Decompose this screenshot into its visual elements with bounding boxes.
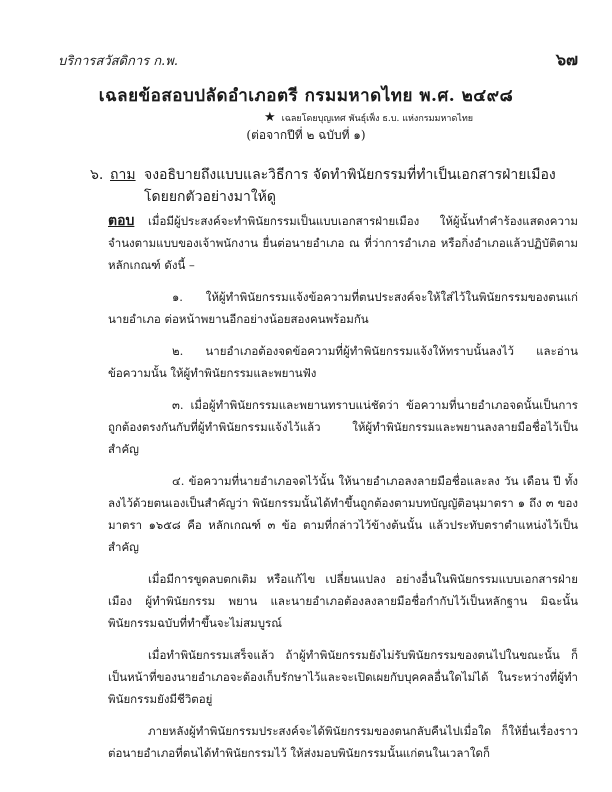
running-header: บริการสวัสดิการ ก.พ. [58, 54, 178, 69]
answer-paragraph-3: ภายหลังผู้ทำพินัยกรรมประสงค์จะได้พินัยกรรมของตนกลับคืนไปเมื่อใด ก็ให้ยื่นเรื่องราวต่อนายอำเภอที่ตนได้ทำพินัยกรรมไว้ ให้ส่งมอบพินัยกรรมนั้นแก่ตนในเวลาใดก็ [108, 724, 578, 760]
answer-label: ตอบ [108, 213, 135, 229]
answer-item-2: ๒. นายอำเภอต้องจดข้อความที่ผู้ทำพินัยกรรมแจ้งให้ทราบนั้นลงไว้ และอ่านข้อความนั้น ให้ผู้ทำพินัยกรรมและพยานฟัง [108, 344, 578, 380]
author-text: เฉลยโดยบุญเทศ พันธุ์เพ็ง ธ.บ. แห่งกรมมหาดไทย [281, 113, 474, 124]
author-line [264, 110, 473, 125]
question-label: ถาม [110, 167, 136, 183]
question-text: จงอธิบายถึงแบบและวิธีการ จัดทำพินัยกรรมที่ทำเป็นเอกสารฝ่ายเมือง โดยยกตัวอย่างมาให้ดู [144, 167, 556, 205]
answer-item-4: ๔. ข้อความที่นายอำเภอจดไว้นั้น ให้นายอำเภอลงลายมือชื่อและลง วัน เดือน ปี ทั้งลงไว้ด้วยตนเองเป็นสำคัญว่า พินัยกรรมนั้นได้ทำขึ้นถูกต้องตามบทบัญญัติอนุมาตรา ๑ ถึง ๓ ของมาตรา ๑๖๕๘ คือ หลักเกณฑ์ ๓ ข้อ ตามที่กล่าวไว้ข้างต้นนั้น แล้วประทับตราตำแหน่งไว้เป็นสำคัญ [108, 474, 578, 554]
answer-paragraph-2: เมื่อทำพินัยกรรมเสร็จแล้ว ถ้าผู้ทำพินัยกรรมยังไม่รับพินัยกรรมของตนไปในขณะนั้น ก็เป็นหน้าที่ของนายอำเภอจะต้องเก็บรักษาไว้และจะเปิดเผยกับบุคคลอื่นใดไม่ได้ ในระหว่างที่ผู้ทำพินัยกรรมยังมีชีวิตอยู่ [108, 648, 578, 706]
answer-body [108, 210, 578, 764]
question-number: ๖. [90, 167, 104, 183]
star-icon: ★ [264, 110, 276, 125]
answer-intro: เมื่อมีผู้ประสงค์จะทำพินัยกรรมเป็นแบบเอกสารฝ่ายเมือง ให้ผู้นั้นทำคำร้องแสดงความจำนงตามแบบของเจ้าพนักงาน ยื่นต่อนายอำเภอ ณ ที่ว่าการอำเภอ หรือกิ่งอำเภอแล้วปฏิบัติตามหลักเกณฑ์ ดังนี้ – [108, 214, 578, 272]
answer-item-1: ๑. ให้ผู้ทำพินัยกรรมแจ้งข้อความที่ตนประสงค์จะให้ใส่ไว้ในพินัยกรรมของตนแก่นายอำเภอ ต่อหน้าพยานอีกอย่างน้อยสองคนพร้อมกัน [108, 290, 578, 326]
page-title: เฉลยข้อสอบปลัดอำเภอตรี กรมมหาดไทย พ.ศ. ๒๔๙๘ [98, 86, 514, 106]
page-number: ๖๗ [555, 50, 578, 69]
continued-note: (ต่อจากปีที่ ๒ ฉบับที่ ๑) [246, 128, 366, 142]
answer-item-3: ๓. เมื่อผู้ทำพินัยกรรมและพยานทราบแน่ชัดว่า ข้อความที่นายอำเภอจดนั้นเป็นการถูกต้องตรงกันกับที่ผู้ทำพินัยกรรมแจ้งไว้แล้ว ให้ผู้ทำพินัยกรรมและพยานลงลายมือชื่อไว้เป็นสำคัญ [108, 398, 578, 456]
answer-paragraph-1: เมื่อมีการขูดลบตกเติม หรือแก้ไข เปลี่ยนแปลง อย่างอื่นในพินัยกรรมแบบเอกสารฝ่ายเมือง ผู้ทำพินัยกรรม พยาน และนายอำเภอต้องลงลายมือชื่อกำกับไว้เป็นหลักฐาน มิฉะนั้นพินัยกรรมฉบับที่ทำขึ้นจะไม่สมบูรณ์ [108, 572, 578, 630]
